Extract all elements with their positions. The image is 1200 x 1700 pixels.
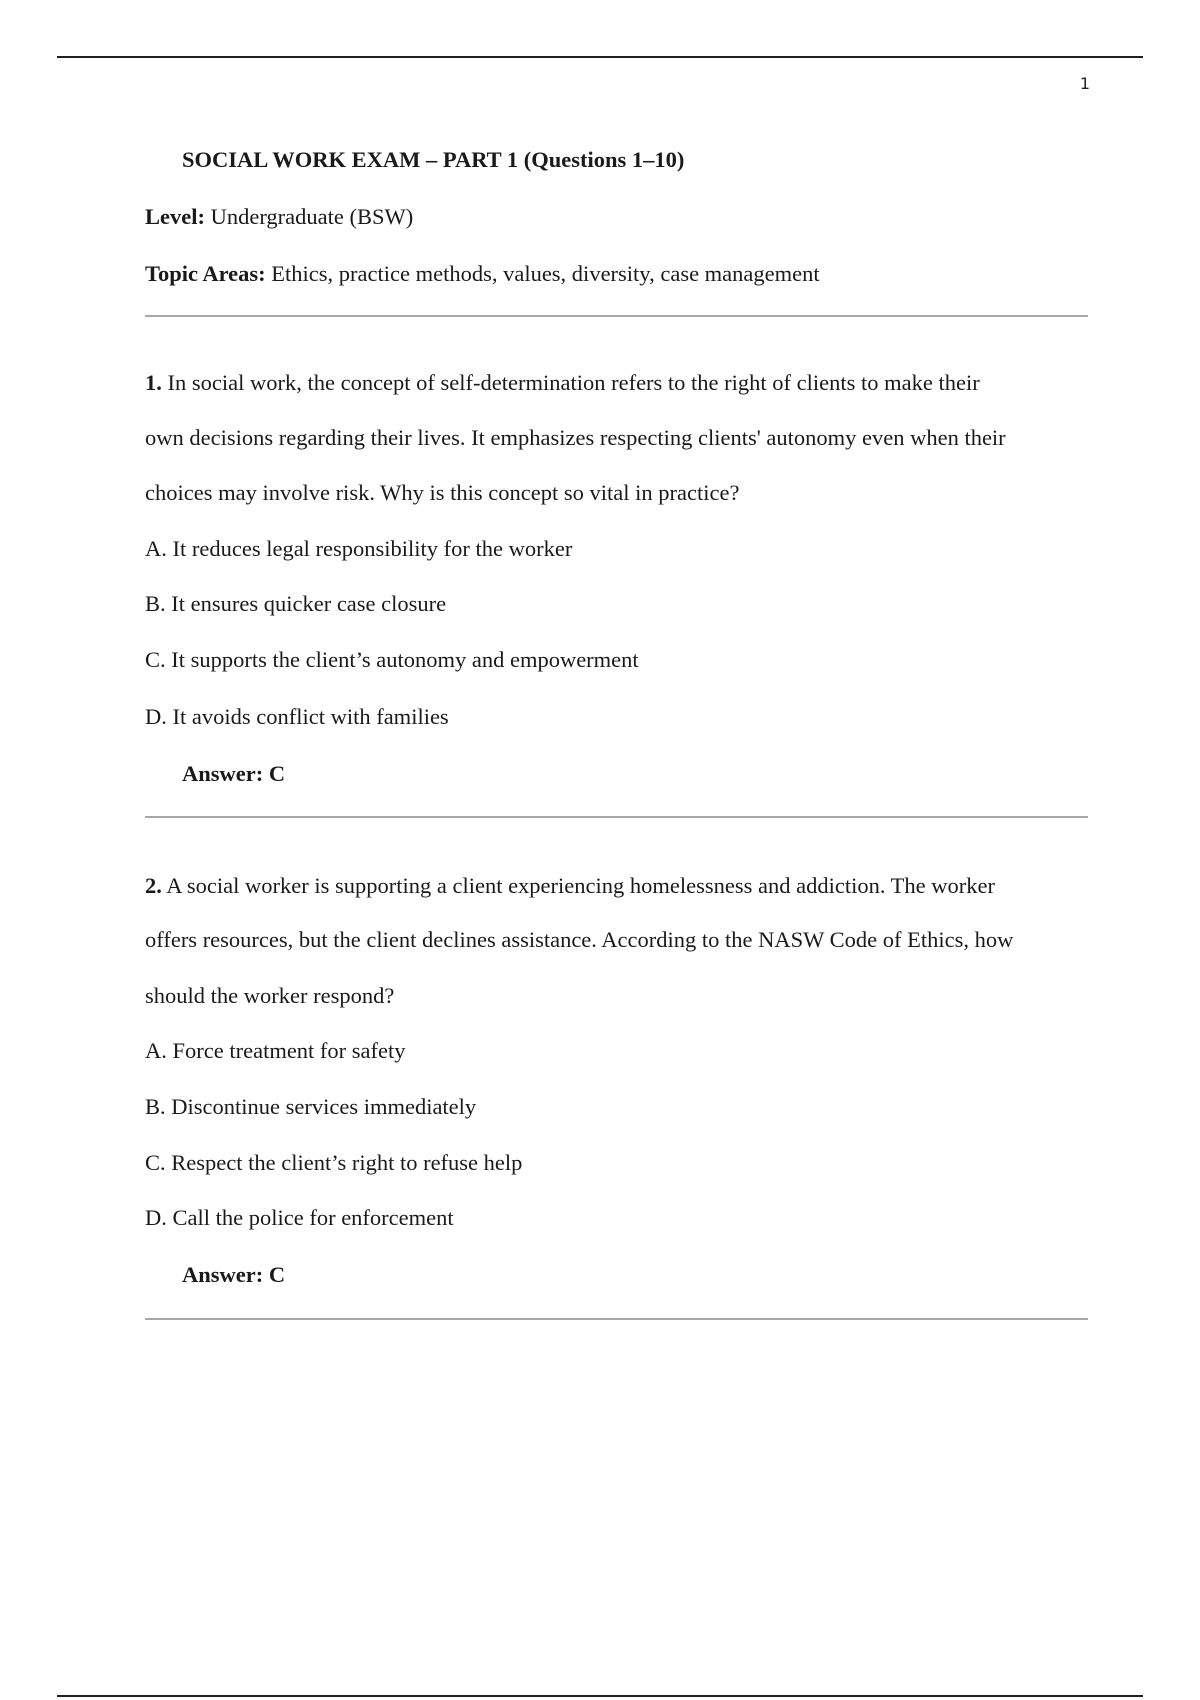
question-2-line-2: offers resources, but the client declines assistance. According to the NASW Code of Ethics, how (145, 927, 1014, 952)
question-1-option-d: D. It avoids conflict with families (145, 704, 449, 729)
question-1-text: In social work, the concept of self-determination refers to the right of clients to make their (167, 370, 980, 395)
page-top-rule (57, 56, 1143, 58)
question-1-option-a: A. It reduces legal responsibility for the worker (145, 536, 573, 561)
question-1-option-b: B. It ensures quicker case closure (145, 591, 447, 616)
section-divider (145, 1318, 1088, 1320)
question-1-line-3: choices may involve risk. Why is this concept so vital in practice? (145, 480, 740, 505)
level-line (145, 203, 413, 231)
question-2-answer: Answer: C (182, 1262, 286, 1287)
question-1-line-2: own decisions regarding their lives. It emphasizes respecting clients' autonomy even when their (145, 425, 1006, 450)
question-2-option-c: C. Respect the client’s right to refuse help (145, 1150, 523, 1175)
question-1-option-c: C. It supports the client’s autonomy and empowerment (145, 647, 639, 672)
topic-areas-value: Ethics, practice methods, values, diversity, case management (271, 261, 820, 286)
question-1-line-1 (145, 369, 980, 397)
topic-areas-label: Topic Areas: (145, 261, 266, 286)
topic-areas-line (145, 260, 820, 288)
exam-title: SOCIAL WORK EXAM – PART 1 (Questions 1–10) (182, 147, 685, 172)
question-2-text: A social worker is supporting a client experiencing homelessness and addiction. The worker (166, 873, 996, 898)
question-2-option-a: A. Force treatment for safety (145, 1038, 406, 1063)
question-1-answer: Answer: C (182, 761, 286, 786)
question-2-option-d: D. Call the police for enforcement (145, 1205, 454, 1230)
question-2-line-1 (145, 872, 995, 900)
section-divider (145, 816, 1088, 818)
question-2-option-b: B. Discontinue services immediately (145, 1094, 477, 1119)
question-1-number: 1. (145, 370, 162, 395)
page-bottom-rule (57, 1695, 1143, 1697)
question-2-line-3: should the worker respond? (145, 983, 395, 1008)
level-label: Level: (145, 204, 205, 229)
section-divider (145, 315, 1088, 317)
level-value: Undergraduate (BSW) (210, 204, 414, 229)
question-2-number: 2. (145, 873, 162, 898)
page-number: 1 (1079, 74, 1090, 93)
